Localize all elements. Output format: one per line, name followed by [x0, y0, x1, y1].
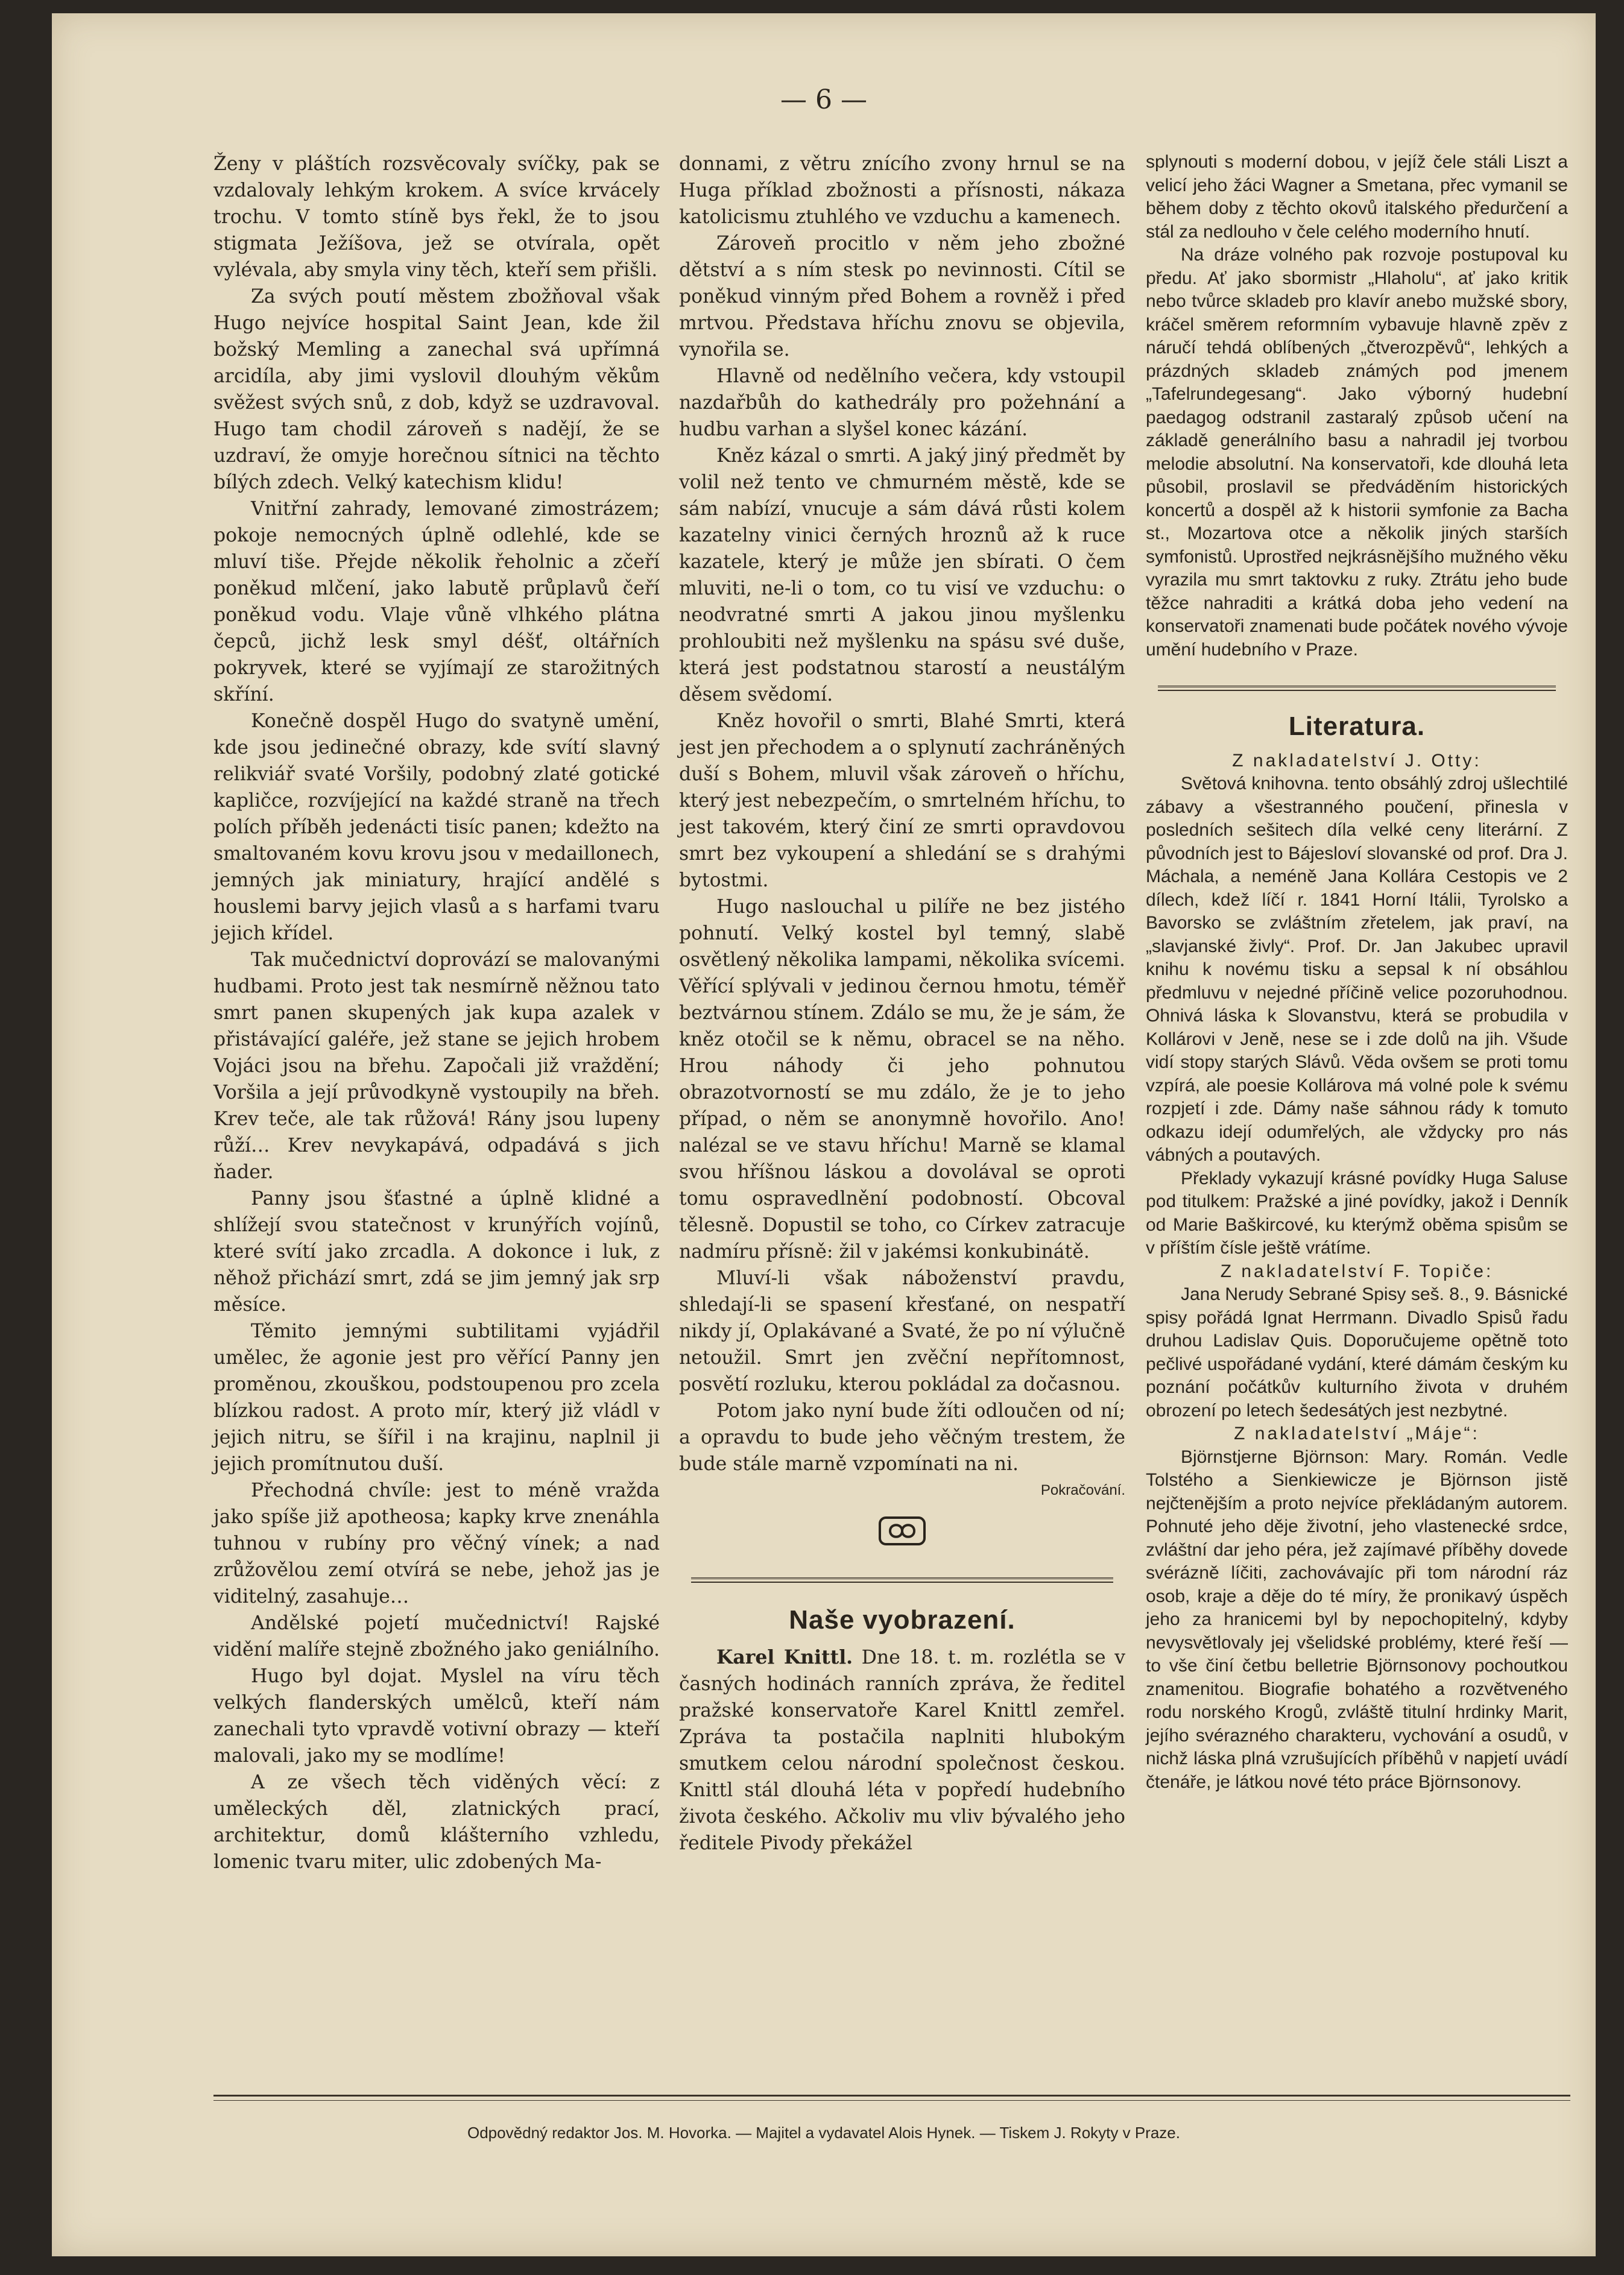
paragraph: Překlady vykazují krásné povídky Huga Saluse pod titulkem: Pražské a jiné povídky, jakož i Denník od Marie Baškircové, ku kterýmž oběma spisům se v příštím čísle ještě vrátíme. [1146, 1168, 1568, 1258]
section-divider [1158, 686, 1556, 691]
section-divider [691, 1577, 1113, 1583]
paragraph: Konečně dospěl Hugo do svatyně umění, kde jsou jedinečné obrazy, kde svítí slavný relikviář svaté Voršily, podobný zlaté gotické kapličce, rozvíjející na každé straně na třech polích příběh jedenácti tisíc panen; kdežto na smaltovaném kovu krovu jsou v medaillonech, jemných jak miniatury, hrající andělé s houslemi barvy jejich vlasů a s harfami tvaru jejich křídel. [213, 710, 660, 944]
paragraph: Björnstjerne Björnson: Mary. Román. Vedle Tolstého a Sienkiewicze je Björnson jistě nejčtenějším a proto nejvíce překládaným autorem. Pohnuté jeho děje životní, jeho vlastenecké srdce, zvláštní dar jeho péra, jež zajímavé příběhy dovede svérázně líčiti, zachovávajíc při tom národní ráz osob, kraje a děje do té míry, že pronikavý úspěch jeho za hranicemi byl by nepochopitelný, kdyby nevysvětlovaly jej všelidské problémy, které řeší — to vše činí četbu belletrie Björnsonovy pochoutkou znamenitou. Biografie bohatého a rozvětveného rodu norského Krogů, zvláště titulní hrdinky Marit, jejího svérazného charakteru, vychování a osudů, v nichž láska plná vzrušujících příběhů v napjetí uvádí čtenáře, je látkou nové této práce Björnsonovy. [1146, 1447, 1568, 1792]
paragraph: Na dráze volného pak rozvoje postupoval ku předu. Ať jako sbormistr „Hlaholu“, ať jako kritik nebo tvůrce skladeb pro klavír anebo mužské sbory, kráčel směrem reformním vybavuje hlavně zpěv z náručí tehdá oblíbených „čtverozpěvů“, lehkých a prázdných skladeb známých pod jmenem „Tafelrundegesang“. Jako výborný hudební paedagog odstranil zastaralý způsob učení na základě generálního basu a nahradil jej tvorbou melodie absolutní. Na konservatoři, kde dlouhá leta působil, proslavil se předváděním historických koncertů a dospěl až k historii symfonie za Bacha st., Mozartova otce a několik jiných starších symfonistů. Uprostřed nejkrásnějšího mužného věku vyrazila mu smrt taktovku z ruky. Ztrátu jeho bude těžce nahraditi a krátká doba jeho vedení na konservatoři znamenati bude počátek nového vývoje umění hudebního v Praze. [1146, 245, 1568, 660]
publisher-heading: Z nakladatelství J. Otty: [1232, 750, 1482, 771]
paragraph: splynouti s moderní dobou, v jejíž čele stáli Liszt a velicí jeho žáci Wagner a Smetana, přec vymanil se během doby z těchto okovů italského předurčení a stál za nedlouho v čele celého moderního hnutí. [1146, 152, 1568, 242]
paragraph: Světová knihovna. tento obsáhlý zdroj ušlechtilé zábavy a všestranného poučení, přinesla v posledních sešitech díla velké ceny literární. Z původních jest to Bájesloví slovanské od prof. Dra J. Máchala, a neméně Jana Kollára Cestopis ve 2 dílech, kdež líčí r. 1841 Horní Itálii, Tyrolsko a Bavorsko se zvláštním zřetelem, jak praví, na „slavjanské živly“. Prof. Dr. Jan Jakubec upravil knihu k novému tisku a sepsal k ní obsáhlou předmluvu v nejedné příčině velice pozoruhodnou. Ohnivá láska k Slovanstvu, která se probudila v Kollárovi v Jeně, nese se i zde dolů na jih. Všude vidí stopy starých Slávů. Věda ovšem se proti tomu vzpírá, ale poesie Kollárova má volné pole k svému rozpjetí i zde. Dámy naše sáhnou rády k tomuto odkazu idejí odumřelých, ale vždycky pro nás vábných a poutavých. [1146, 774, 1568, 1165]
paragraph: Těmito jemnými subtilitami vyjádřil umělec, že agonie jest pro věřící Panny jen proměnou, zkouškou, podstoupenou pro zcela blízkou radost. A proto mír, který již vládl v jejich nitru, se šířil i na krajinu, naplnil ji jejich promítnutou duší. [213, 1321, 660, 1475]
column-2 [679, 151, 1125, 1857]
paragraph: Andělské pojetí mučednictví! Rajské vidění malíře stejně zbožného jako geniálního. [213, 1612, 660, 1661]
paragraph: donnami, z větru znícího zvony hrnul se na Huga příklad zbožnosti a přísnosti, nákaza katolicismu ztuhlého ve vzduchu a kamenech. [679, 153, 1125, 228]
continued-note: Pokračování. [1040, 1482, 1125, 1498]
newspaper-page [52, 13, 1596, 2256]
paragraph: Hugo byl dojat. Myslel na víru těch velkých flanderských umělců, kteří nám zanechali tyto vpravdě votivní obrazy — kteří malovali, jako my se modlíme! [213, 1665, 660, 1767]
page-number: — 6 — [780, 84, 867, 115]
publisher-heading: Z nakladatelství „Máje“: [1234, 1424, 1480, 1444]
imprint-footer: Odpovědný redaktor Jos. M. Hovorka. — Majitel a vydavatel Alois Hynek. — Tiskem J. Rokyty v Praze. [467, 2124, 1180, 2142]
paragraph: Ženy v pláštích rozsvěcovaly svíčky, pak se vzdalovaly lehkým krokem. A svíce krvácely trochu. V tomto stíně bys řekl, že to jsou stigmata Ježíšova, jež se otvírala, opět vylévala, aby smyla viny těch, kteří sem přišli. [213, 153, 660, 281]
column-3 [1146, 151, 1568, 1794]
paragraph: Za svých poutí městem zbožňoval však Hugo nejvíce hospital Saint Jean, kde žil božský Memling a zanechal svá upřímná arcidíla, aby jimi vyslovil dlouhým věkům svěžest svých snů, z dob, když se uzdravoval. Hugo tam chodil zároveň s nadějí, že se uzdraví, že omyje horečnou sítnici na těchto bílých zdech. Velký katechism klidu! [213, 286, 660, 493]
paragraph: Potom jako nyní bude žíti odloučen od ní; a opravdu to bude jeho věčným trestem, že bude stále marně vzpomínati na ni. [679, 1400, 1125, 1475]
column-1 [213, 151, 660, 1875]
paragraph: Přechodná chvíle: jest to méně vražda jako spíše již apotheosa; kapky krve znenáhla tuhnou v rubíny pro věčný vínek; a nad zrůžovělou zemí otvírá se nebe, jehož jas je viditelný, zasahuje… [213, 1480, 660, 1608]
section-title-literatura: Literatura. [1288, 712, 1426, 741]
paragraph: Hugo naslouchal u pilíře ne bez jistého pohnutí. Velký kostel byl temný, slabě osvětlený několika lampami, několika svícemi. Věřící splývali v jedinou černou hmotu, téměř beztvárnou stínem. Zdálo se mu, že je sám, že kněz otočil se k němu, obracel se na něho. Hrou náhody či jeho pohnutou obrazotvorností se mu zdálo, že je to jeho případ, o něm se anonymně hovořilo. Ano! nalézal se ve stavu hříchu! Marně se klamal svou hříšnou láskou a dovolával se oproti tomu ospravedlnění podobností. Obcoval tělesně. Dopustil se toho, co Církev zatracuje nadmíru přísně: žil v jakémsi konkubinátě. [679, 896, 1125, 1263]
paragraph: Hlavně od nedělního večera, kdy vstoupil nazdařbůh do kathedrály pro požehnání a hudbu varhan a slyšel konec kázání. [679, 365, 1125, 440]
paragraph: Panny jsou šťastné a úplně klidné a shlížejí svou statečnost v krunýřích vojínů, které svítí jako zrcadla. A dokonce i luk, z něhož přichází smrt, zdá se jim jemný jak srp měsíce. [213, 1188, 660, 1316]
section-title-nase-vyobrazeni: Naše vyobrazení. [789, 1605, 1016, 1635]
article-lead: Karel Knittl. [716, 1646, 853, 1668]
paragraph: Tak mučednictví doprovází se malovanými hudbami. Proto jest tak nesmírně něžnou tato smrt panen skupených jak kupa azalek v přistávající galéře, jež stane se jejich hrobem Vojáci jsou na břehu. Započali již vraždění; Voršila a její průvodkyně vystoupily na břeh. Krev teče, ale tak růžová! Rány jsou lupeny růží… Krev nevykapává, odpadává s jich ňader. [213, 949, 660, 1183]
footer-divider [213, 2095, 1570, 2101]
paragraph: A ze všech těch viděných věcí: z uměleckých děl, zlatnických prací, architektur, domů klášterního vzhledu, lomenic tvaru miter, ulic zdobených Ma- [213, 1772, 660, 1873]
paragraph: Zároveň procitlo v něm jeho zbožné dětství a s ním stesk po nevinnosti. Cítil se poněkud vinným před Bohem a rovněž i před mrtvou. Představa hříchu znovu se objevila, vynořila se. [679, 233, 1125, 361]
ornament-icon [679, 1516, 1125, 1553]
article-body: Dne 18. t. m. rozlétla se v časných hodinách ranních zpráva, že ředitel pražské konservatoře Karel Knittl zemřel. Zpráva ta postačila naplniti hlubokým smutkem celou národní společnost českou. Knittl stál dlouhá léta v popředí hudebního života českého. Ačkoliv mu vliv bývalého jeho ředitele Pivody překážel [679, 1647, 1125, 1854]
paragraph: Kněz hovořil o smrti, Blahé Smrti, která jest jen přechodem a o splynutí zachráněných duší s Bohem, mluvil však zároveň o hříchu, který jest nebezpečím, o smrtelném hříchu, to jest takovém, který činí ze smrti opravdovou smrt bez vykoupení a shledání se s drahými bytostmi. [679, 710, 1125, 891]
paragraph: Vnitřní zahrady, lemované zimostrázem; pokoje nemocných úplně odlehlé, kde se mluví tiše. Přejde několik řeholnic a zčeří poněkud mlčení, jako labutě průplavů čeří poněkud vodu. Vlaje vůně vlhkého plátna čepců, jichž lesk smyl déšť, oltářních pokryvek, které se vyjímají ze starožitných skříní. [213, 498, 660, 705]
paragraph: Mluví-li však náboženství pravdu, shledají-li se spasení křesťané, on nespatří nikdy jí, Oplakávané a Svaté, že po ní výlučně netoužil. Smrt jen zvěční nepřítomnost, posvětí rozluku, kterou pokládal za dočasnou. [679, 1267, 1125, 1395]
paragraph: Jana Nerudy Sebrané Spisy seš. 8., 9. Básnické spisy pořádá Ignat Herrmann. Divadlo Spisů řadu druhou Ladislav Quis. Doporučujeme opětně toto pečlivé uspořádané vydání, které dámám českým ku poznání počátkův kulturního života v druhém obrození po letech šedesátých jest nezbytné. [1146, 1284, 1569, 1421]
publisher-heading: Z nakladatelství F. Topiče: [1220, 1261, 1494, 1281]
paragraph: Kněz kázal o smrti. A jaký jiný předmět by volil než tento ve chmurném městě, kde se sám nabízí, vnucuje a sám dává růsti kolem kazatelny vinici černých hroznů až k ruce kazatele, který je může jen sbírati. O čem mluviti, ne-li o tom, co tu visí ve vzduchu: o neodvratné smrti A jakou jinou myšlenku prohloubiti než myšlenku na spásu své duše, která jest podstatnou starostí a neustálým děsem svědomí. [679, 445, 1125, 705]
